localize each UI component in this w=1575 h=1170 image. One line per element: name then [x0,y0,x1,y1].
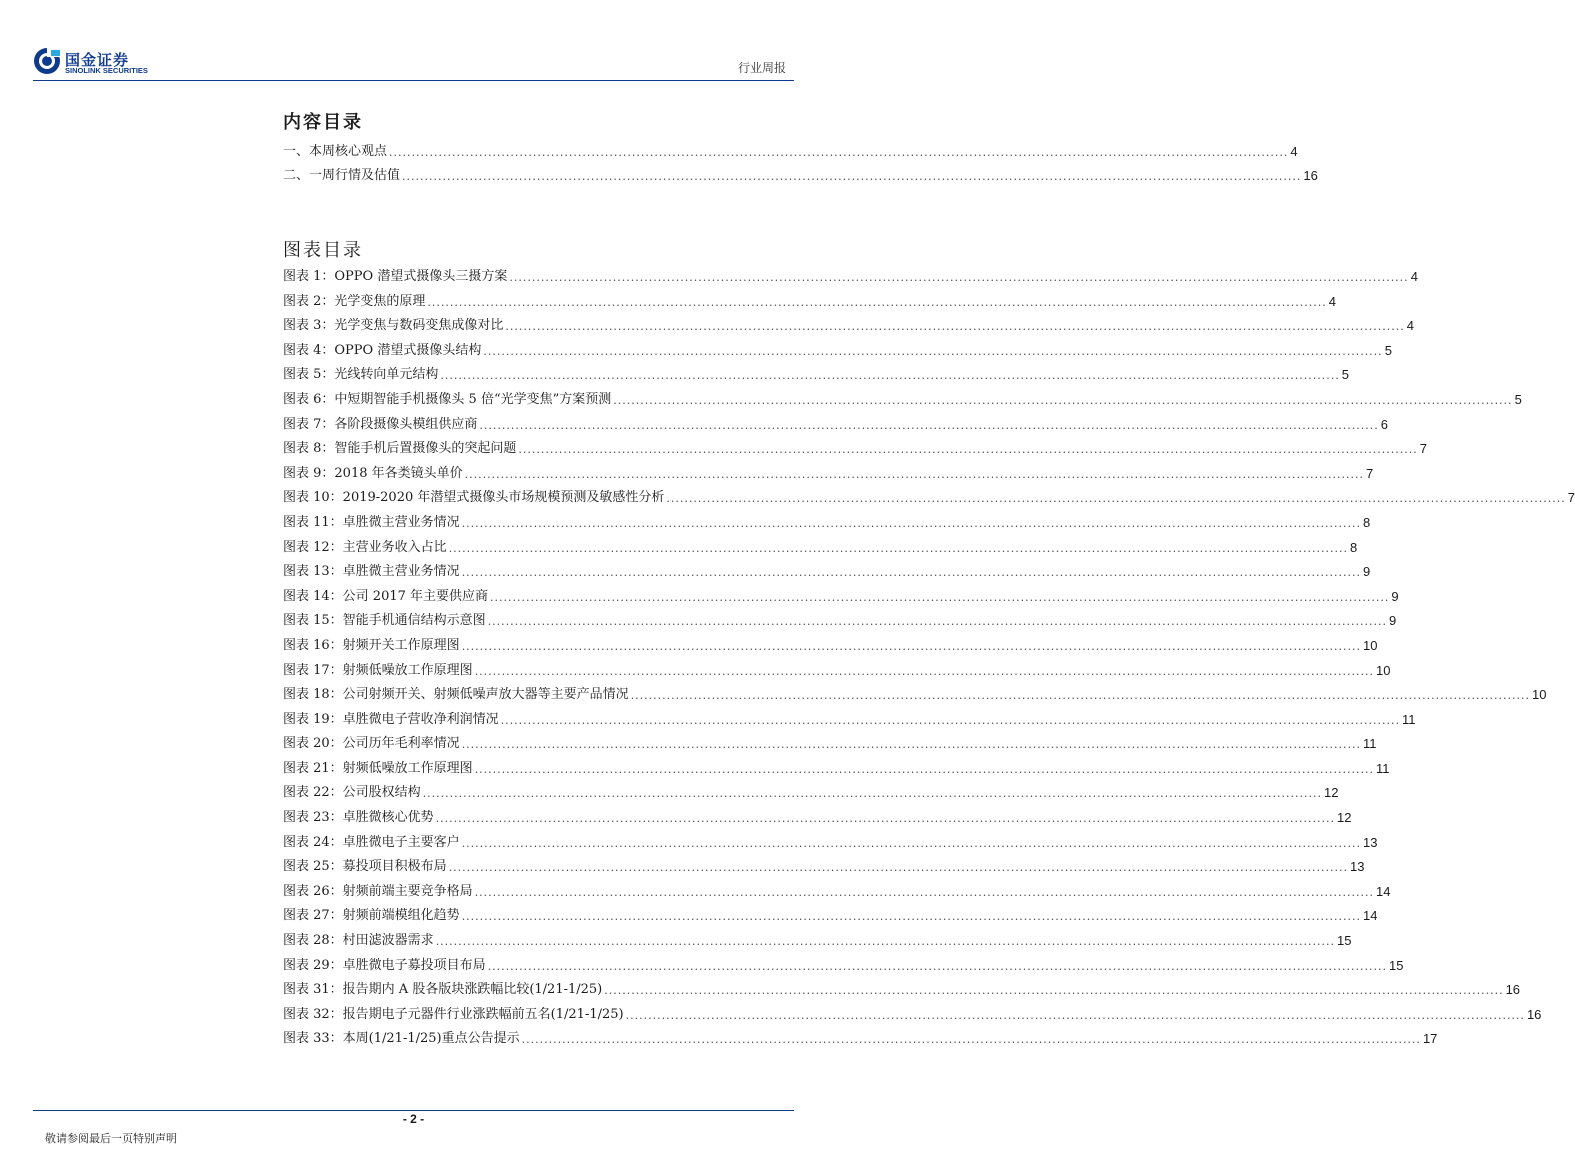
report-type-label: 行业周报 [737,61,786,75]
figure-entry-page-number: 12 [1324,785,1339,801]
figure-entry[interactable] [283,908,1378,933]
figure-entry[interactable] [283,662,1391,688]
figure-entry-page-number: 10 [1363,637,1378,653]
figure-entry-page-number: 4 [1410,269,1418,284]
dot-leader: ........................................................................................................................................................................................................ [505,320,1405,334]
toc-entry-page-number: 4 [1290,144,1298,159]
figure-entry[interactable] [283,760,1390,786]
figure-entry-page-number: 8 [1363,514,1371,530]
toc-entry-label: 一、本周核心观点 [283,144,388,159]
figure-entry-page-number: 16 [1526,1006,1542,1022]
figure-entry[interactable] [283,957,1404,983]
footer-divider [33,1110,794,1111]
figure-entry-page-number: 11 [1363,736,1377,752]
dot-leader: ........................................................................................................................................................................................................ [389,146,1289,159]
figure-entry-label: 图表 13：卓胜微主营业务情况 [283,564,460,580]
figure-entry[interactable] [283,342,1392,368]
figure-entry-label: 图表 5：光线转向单元结构 [283,367,439,383]
dot-leader: ........................................................................................................................................................................................................ [666,492,1566,506]
dot-leader: ........................................................................................................................................................................................................ [427,295,1327,309]
dot-leader: ........................................................................................................................................................................................................ [630,689,1531,703]
figure-entry-page-number: 15 [1337,933,1352,949]
figure-entry-label: 图表 2：光学变焦的原理 [283,293,426,309]
dot-leader: ........................................................................................................................................................................................................ [435,812,1336,826]
figure-entry-page-number: 9 [1363,564,1371,580]
figure-entry[interactable] [283,564,1371,589]
figure-entry-label: 图表 1：OPPO 潜望式摄像头三摄方案 [283,269,508,284]
toc-heading: 内容目录 [283,112,363,133]
figure-entry[interactable] [283,416,1388,442]
disclaimer-note: 敬请参阅最后一页特别声明 [45,1132,177,1145]
toc-entry[interactable] [283,168,1318,192]
dot-leader: ........................................................................................................................................................................................................ [440,369,1340,383]
figure-entry-label: 图表 7：各阶段摄像头模组供应商 [283,416,478,432]
figure-entry-page-number: 7 [1419,441,1427,457]
figure-entry-label: 图表 23：卓胜微核心优势 [283,810,434,826]
figure-entry[interactable] [283,687,1547,712]
toc-entry[interactable] [283,144,1298,168]
figure-entry-label: 图表 29：卓胜微电子募投项目布局 [283,957,486,973]
figure-entry-page-number: 9 [1389,613,1397,629]
figure-entry-label: 图表 22：公司股权结构 [283,785,421,801]
figure-entry-page-number: 5 [1514,391,1522,407]
figure-entry-label: 图表 10：2019-2020 年潜望式摄像头市场规模预测及敏感性分析 [283,490,665,506]
figure-entry-page-number: 14 [1376,883,1391,899]
figure-entry[interactable] [283,441,1427,466]
dot-leader: ........................................................................................................................................................................................................ [461,566,1362,580]
dot-leader: ........................................................................................................................................................................................................ [625,1008,1525,1022]
toc-entry-page-number: 16 [1303,168,1318,183]
figure-entry-page-number: 11 [1402,711,1416,727]
figure-entry-page-number: 7 [1567,490,1575,506]
dot-leader: ........................................................................................................................................................................................................ [461,836,1362,850]
figure-entry-label: 图表 4：OPPO 潜望式摄像头结构 [283,342,482,358]
figure-entry-label: 图表 17：射频低噪放工作原理图 [283,662,473,678]
figure-entry-label: 图表 16：射频开关工作原理图 [283,637,460,653]
dot-leader: ........................................................................................................................................................................................................ [518,443,1418,457]
dot-leader: ........................................................................................................................................................................................................ [461,738,1362,752]
figure-entry-label: 图表 12：主营业务收入占比 [283,539,447,555]
figure-entry-page-number: 13 [1350,859,1365,875]
dot-leader: ........................................................................................................................................................................................................ [461,910,1362,924]
dot-leader: ........................................................................................................................................................................................................ [490,590,1390,604]
figure-entry-label: 图表 14：公司 2017 年主要供应商 [283,588,489,604]
figure-entry-page-number: 5 [1384,342,1392,358]
figure-entry-label: 图表 32：报告期电子元器件行业涨跌幅前五名(1/21-1/25) [283,1006,624,1022]
figure-entry[interactable] [283,539,1358,565]
figure-entry[interactable] [283,613,1397,638]
dot-leader: ........................................................................................................................................................................................................ [604,984,1504,998]
figure-entry-label: 图表 24：卓胜微电子主要客户 [283,834,460,850]
figure-entry[interactable] [283,883,1391,909]
dot-leader: ........................................................................................................................................................................................................ [474,664,1375,678]
figure-entry[interactable] [283,269,1418,294]
figure-entry[interactable] [283,293,1336,319]
figure-entry-label: 图表 33：本周(1/21-1/25)重点公告提示 [283,1031,520,1047]
figure-entry-label: 图表 3：光学变焦与数码变焦成像对比 [283,318,504,334]
dot-leader: ........................................................................................................................................................................................................ [461,516,1362,530]
dot-leader: ........................................................................................................................................................................................................ [474,762,1375,776]
figure-entry-page-number: 6 [1380,416,1388,432]
figure-entry-page-number: 12 [1337,810,1352,826]
dot-leader: ........................................................................................................................................................................................................ [474,885,1375,899]
figure-entry-page-number: 4 [1328,293,1336,309]
dot-leader: ........................................................................................................................................................................................................ [483,344,1383,358]
dot-leader: ........................................................................................................................................................................................................ [509,271,1409,284]
figure-entry-label: 图表 6：中短期智能手机摄像头 5 倍“光学变焦”方案预测 [283,391,612,407]
figure-entry-page-number: 8 [1350,539,1358,555]
dot-leader: ........................................................................................................................................................................................................ [487,959,1388,973]
header-divider [33,80,794,81]
dot-leader: ........................................................................................................................................................................................................ [461,639,1362,653]
figure-entry[interactable] [283,834,1378,860]
figure-entry-label: 图表 9：2018 年各类镜头单价 [283,465,463,481]
figure-entry[interactable] [283,318,1414,343]
logo-text-cn: 国金证券 [65,51,130,69]
figure-entry[interactable] [283,982,1521,1007]
dot-leader: ........................................................................................................................................................................................................ [448,541,1349,555]
dot-leader: ........................................................................................................................................................................................................ [487,615,1388,629]
figure-entry-label: 图表 19：卓胜微电子营收净利润情况 [283,711,499,727]
dot-leader: ........................................................................................................................................................................................................ [464,467,1364,481]
toc-list [283,144,1318,192]
page-header [0,0,827,82]
figure-index-heading: 图表目录 [283,240,363,261]
figure-entry[interactable] [283,588,1399,614]
dot-leader: ........................................................................................................................................................................................................ [422,787,1323,801]
figure-index-list [283,269,1575,1056]
figure-entry[interactable] [283,1006,1542,1032]
figure-entry-page-number: 9 [1391,588,1399,604]
figure-entry[interactable] [283,933,1352,958]
figure-entry-label: 图表 31：报告期内 A 股各版块涨跌幅比较(1/21-1/25) [283,982,603,998]
toc-entry-label: 二、一周行情及估值 [283,168,401,183]
company-logo [33,47,163,79]
dot-leader: ........................................................................................................................................................................................................ [500,713,1401,727]
figure-entry-page-number: 16 [1505,982,1521,998]
figure-entry-label: 图表 11：卓胜微主营业务情况 [283,514,460,530]
figure-entry-label: 图表 20：公司历年毛利率情况 [283,736,460,752]
figure-entry[interactable] [283,859,1365,884]
figure-entry-label: 图表 21：射频低噪放工作原理图 [283,760,473,776]
figure-entry-label: 图表 18：公司射频开关、射频低噪声放大器等主要产品情况 [283,687,629,703]
figure-entry-page-number: 7 [1365,465,1374,481]
page-number: - 2 - [402,1112,425,1126]
figure-entry-page-number: 10 [1532,687,1547,703]
dot-leader: ........................................................................................................................................................................................................ [613,393,1513,407]
figure-entry[interactable] [283,490,1575,515]
figure-entry-page-number: 13 [1363,834,1378,850]
figure-entry[interactable] [283,514,1371,540]
sinolink-logo-icon [33,47,61,75]
figure-entry[interactable] [283,736,1377,761]
figure-entry-label: 图表 15：智能手机通信结构示意图 [283,613,486,629]
figure-entry-page-number: 15 [1389,957,1404,973]
figure-entry-page-number: 14 [1363,908,1378,924]
figure-entry-page-number: 5 [1341,367,1349,383]
figure-entry-page-number: 11 [1376,760,1390,776]
figure-entry[interactable] [283,1031,1438,1056]
dot-leader: ........................................................................................................................................................................................................ [402,170,1302,183]
figure-entry-page-number: 4 [1406,318,1414,334]
figure-entry[interactable] [283,367,1349,392]
figure-entry-page-number: 10 [1376,662,1391,678]
logo-text-en: SINOLINK SECURITIES [65,66,148,75]
figure-entry-label: 图表 8：智能手机后置摄像头的突起问题 [283,441,517,457]
dot-leader: ........................................................................................................................................................................................................ [479,418,1379,432]
dot-leader: ........................................................................................................................................................................................................ [448,861,1349,875]
dot-leader: ........................................................................................................................................................................................................ [521,1033,1421,1047]
figure-entry-label: 图表 25：募投项目积极布局 [283,859,447,875]
figure-entry[interactable] [283,785,1339,810]
figure-entry[interactable] [283,711,1416,737]
figure-entry-page-number: 17 [1422,1031,1438,1047]
figure-entry[interactable] [283,391,1522,417]
figure-entry[interactable] [283,637,1378,663]
figure-entry-label: 图表 28：村田滤波器需求 [283,933,434,949]
dot-leader: ........................................................................................................................................................................................................ [435,935,1336,949]
figure-entry[interactable] [283,465,1374,491]
figure-entry-label: 图表 27：射频前端模组化趋势 [283,908,460,924]
figure-entry[interactable] [283,810,1352,835]
figure-entry-label: 图表 26：射频前端主要竞争格局 [283,883,473,899]
